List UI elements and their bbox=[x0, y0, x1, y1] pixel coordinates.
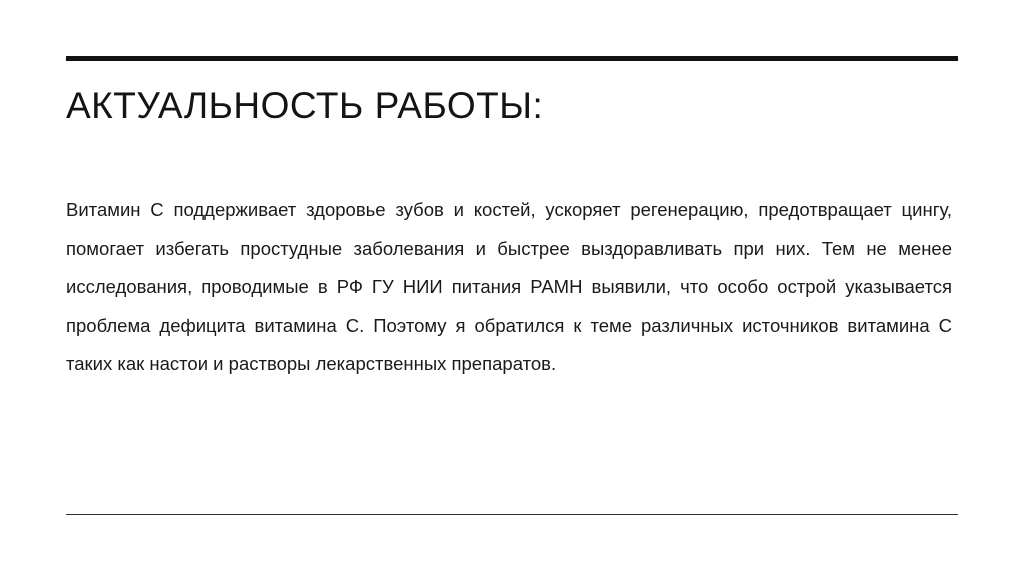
slide-title: АКТУАЛЬНОСТЬ РАБОТЫ: bbox=[66, 85, 544, 126]
top-divider bbox=[66, 56, 958, 61]
slide-body-text: Витамин С поддерживает здоровье зубов и костей, ускоряет регенерацию, предотвращает цингу, помогает избегать простудные заболевания и быстрее выздоравливать при них. Тем не менее исследования, проводимые в РФ ГУ НИИ питания РАМН выявили, что особо острой указывается проблема дефицита витамина С. Поэтому я обратился к теме различных источников витамина С таких как настои и растворы лекарственных препаратов. bbox=[66, 199, 952, 375]
bottom-divider bbox=[66, 514, 958, 515]
